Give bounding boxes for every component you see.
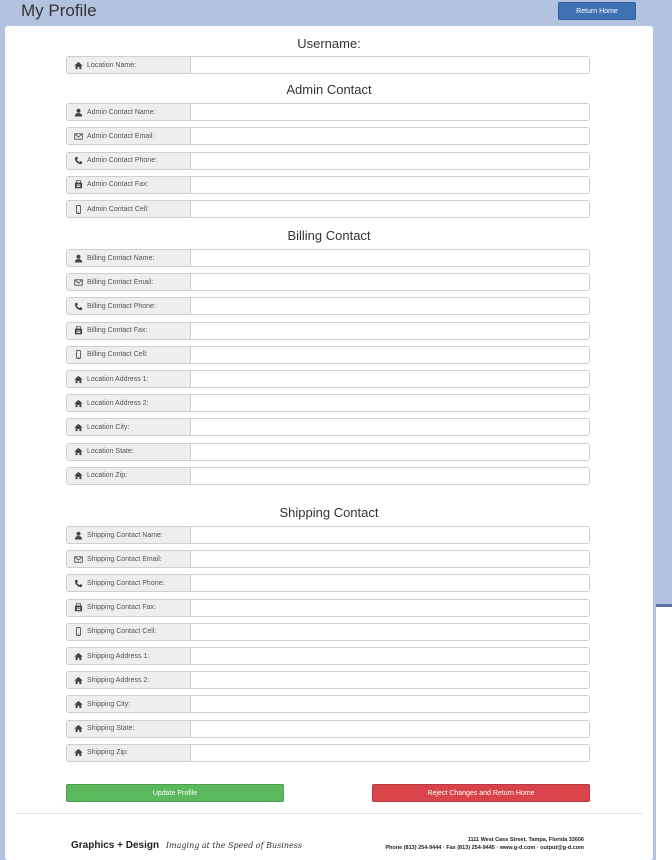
- billing-contact-phone-input[interactable]: [190, 297, 590, 315]
- admin-contact-name-input[interactable]: [190, 103, 590, 121]
- envelope-icon: [73, 277, 83, 287]
- field-label-addon: [66, 273, 190, 291]
- field-label-addon: [66, 526, 190, 544]
- fax-icon: [73, 603, 83, 613]
- field-label-addon: [66, 550, 190, 568]
- footer-divider: [15, 813, 643, 814]
- home-icon: [73, 724, 83, 734]
- shipping-contact-heading: Shipping Contact: [279, 505, 379, 520]
- form-row-billing-contact-fax: [66, 322, 590, 340]
- home-icon: [73, 398, 83, 408]
- field-label: Shipping State:: [87, 725, 135, 733]
- field-label: Location Address 1:: [87, 375, 149, 383]
- shipping-address-2-input[interactable]: [190, 671, 590, 689]
- field-label: Admin Contact Name:: [87, 108, 156, 116]
- field-label-addon: [66, 176, 190, 194]
- home-icon: [73, 447, 83, 457]
- field-label: Admin Contact Email:: [87, 132, 155, 140]
- field-label-addon: [66, 599, 190, 617]
- field-label-addon: [66, 720, 190, 738]
- form-row-location-name: [66, 56, 590, 74]
- form-row-admin-contact-email: [66, 127, 590, 145]
- shipping-zip-input[interactable]: [190, 744, 590, 762]
- form-row-shipping-city: [66, 695, 590, 713]
- admin-contact-heading: Admin Contact: [286, 82, 372, 97]
- page-title: My Profile: [21, 1, 97, 20]
- field-label: Location Address 2:: [87, 399, 149, 407]
- field-label-addon: [66, 574, 190, 592]
- form-row-location-address-2: [66, 394, 590, 412]
- form-row-billing-contact-email: [66, 273, 590, 291]
- field-label: Shipping Contact Name:: [87, 531, 163, 539]
- fax-icon: [73, 180, 83, 190]
- billing-contact-cell-input[interactable]: [190, 346, 590, 364]
- field-label-addon: [66, 200, 190, 218]
- mobile-icon: [73, 627, 83, 637]
- form-row-shipping-contact-email: [66, 550, 590, 568]
- field-label-addon: [66, 103, 190, 121]
- field-label: Location City:: [87, 423, 130, 431]
- form-row-shipping-contact-name: [66, 526, 590, 544]
- field-label-addon: [66, 346, 190, 364]
- envelope-icon: [73, 554, 83, 564]
- fax-icon: [73, 326, 83, 336]
- field-label: Shipping Address 1:: [87, 652, 150, 660]
- brand-tagline: Imaging at the Speed of Business: [165, 841, 302, 850]
- phone-icon: [73, 156, 83, 166]
- billing-contact-fax-input[interactable]: [190, 322, 590, 340]
- location-city-input[interactable]: [190, 418, 590, 436]
- field-label: Admin Contact Cell:: [87, 205, 149, 213]
- admin-contact-email-input[interactable]: [190, 127, 590, 145]
- field-label-addon: [66, 623, 190, 641]
- form-row-admin-contact-name: [66, 103, 590, 121]
- shipping-contact-fax-input[interactable]: [190, 599, 590, 617]
- field-label: Billing Contact Email:: [87, 278, 154, 286]
- field-label-addon: [66, 647, 190, 665]
- field-label-addon: [66, 671, 190, 689]
- username-heading: Username:: [297, 36, 361, 51]
- form-row-admin-contact-fax: [66, 176, 590, 194]
- field-label-addon: [66, 297, 190, 315]
- form-row-location-zip: [66, 467, 590, 485]
- field-label: Shipping Contact Cell:: [87, 628, 157, 636]
- location-address-2-input[interactable]: [190, 394, 590, 412]
- field-label-addon: [66, 418, 190, 436]
- side-panel: [656, 607, 672, 860]
- home-icon: [73, 651, 83, 661]
- form-row-shipping-contact-phone: [66, 574, 590, 592]
- field-label: Shipping Zip:: [87, 749, 128, 757]
- field-label: Location Name:: [87, 61, 137, 69]
- field-label: Admin Contact Phone:: [87, 157, 158, 165]
- shipping-contact-email-input[interactable]: [190, 550, 590, 568]
- shipping-address-1-input[interactable]: [190, 647, 590, 665]
- field-label-addon: [66, 695, 190, 713]
- field-label-addon: [66, 249, 190, 267]
- home-icon: [73, 471, 83, 481]
- admin-contact-cell-input[interactable]: [190, 200, 590, 218]
- field-label-addon: [66, 322, 190, 340]
- location-name-input[interactable]: [190, 56, 590, 74]
- reject-changes-button[interactable]: Reject Changes and Return Home: [372, 784, 590, 802]
- billing-contact-heading: Billing Contact: [287, 228, 371, 243]
- form-row-admin-contact-phone: [66, 152, 590, 170]
- brand-name-part2: Design: [125, 840, 160, 851]
- home-icon: [73, 699, 83, 709]
- billing-contact-email-input[interactable]: [190, 273, 590, 291]
- field-label: Billing Contact Cell:: [87, 351, 148, 359]
- phone-icon: [73, 301, 83, 311]
- form-row-location-state: [66, 443, 590, 461]
- form-row-shipping-state: [66, 720, 590, 738]
- field-label: Shipping Contact Fax:: [87, 604, 156, 612]
- field-label: Admin Contact Fax:: [87, 181, 149, 189]
- user-icon: [73, 530, 83, 540]
- field-label-addon: [66, 152, 190, 170]
- billing-contact-name-input[interactable]: [190, 249, 590, 267]
- field-label-addon: [66, 467, 190, 485]
- phone-icon: [73, 578, 83, 588]
- field-label-addon: [66, 744, 190, 762]
- home-icon: [73, 748, 83, 758]
- field-label-addon: [66, 127, 190, 145]
- form-row-shipping-zip: [66, 744, 590, 762]
- form-row-billing-contact-phone: [66, 297, 590, 315]
- form-row-location-address-1: [66, 370, 590, 388]
- address-line: 1111 West Cass Street, Tampa, Florida 33606: [467, 837, 584, 843]
- user-icon: [73, 107, 83, 117]
- field-label: Shipping Address 2:: [87, 676, 150, 684]
- shipping-contact-cell-input[interactable]: [190, 623, 590, 641]
- home-icon: [73, 675, 83, 685]
- profile-card: [5, 26, 653, 860]
- admin-contact-phone-input[interactable]: [190, 152, 590, 170]
- shipping-contact-phone-input[interactable]: [190, 574, 590, 592]
- shipping-city-input[interactable]: [190, 695, 590, 713]
- form-row-shipping-contact-fax: [66, 599, 590, 617]
- mobile-icon: [73, 204, 83, 214]
- form-row-billing-contact-cell: [66, 346, 590, 364]
- shipping-contact-name-input[interactable]: [190, 526, 590, 544]
- field-label-addon: [66, 394, 190, 412]
- form-row-shipping-address-2: [66, 671, 590, 689]
- field-label: Location State:: [87, 448, 134, 456]
- envelope-icon: [73, 131, 83, 141]
- form-row-location-city: [66, 418, 590, 436]
- field-label: Shipping City:: [87, 700, 131, 708]
- field-label-addon: [66, 443, 190, 461]
- field-label-addon: [66, 56, 190, 74]
- brand-plus: +: [117, 840, 123, 851]
- home-icon: [73, 374, 83, 384]
- admin-contact-fax-input[interactable]: [190, 176, 590, 194]
- field-label: Location Zip:: [87, 472, 128, 480]
- location-state-input[interactable]: [190, 443, 590, 461]
- brand-name-part1: Graphics: [71, 840, 115, 851]
- user-icon: [73, 253, 83, 263]
- shipping-state-input[interactable]: [190, 720, 590, 738]
- field-label: Shipping Contact Email:: [87, 555, 162, 563]
- field-label-addon: [66, 370, 190, 388]
- form-row-shipping-address-1: [66, 647, 590, 665]
- field-label: Billing Contact Fax:: [87, 327, 148, 335]
- field-label: Shipping Contact Phone:: [87, 579, 165, 587]
- location-zip-input[interactable]: [190, 467, 590, 485]
- field-label: Billing Contact Name:: [87, 254, 155, 262]
- field-label: Billing Contact Phone:: [87, 302, 156, 310]
- home-icon: [73, 422, 83, 432]
- form-row-billing-contact-name: [66, 249, 590, 267]
- footer-brand: [71, 840, 302, 851]
- location-address-1-input[interactable]: [190, 370, 590, 388]
- form-row-shipping-contact-cell: [66, 623, 590, 641]
- return-home-button[interactable]: Return Home: [558, 2, 636, 20]
- update-profile-button[interactable]: Update Profile: [66, 784, 284, 802]
- top-bar: [0, 0, 672, 24]
- form-row-admin-contact-cell: [66, 200, 590, 218]
- mobile-icon: [73, 350, 83, 360]
- contact-line: Phone (813) 254-9444 · Fax (813) 254-9445 · www.g-d.com · output@g-d.com: [385, 845, 584, 851]
- footer-address: [357, 836, 584, 852]
- home-icon: [73, 60, 83, 70]
